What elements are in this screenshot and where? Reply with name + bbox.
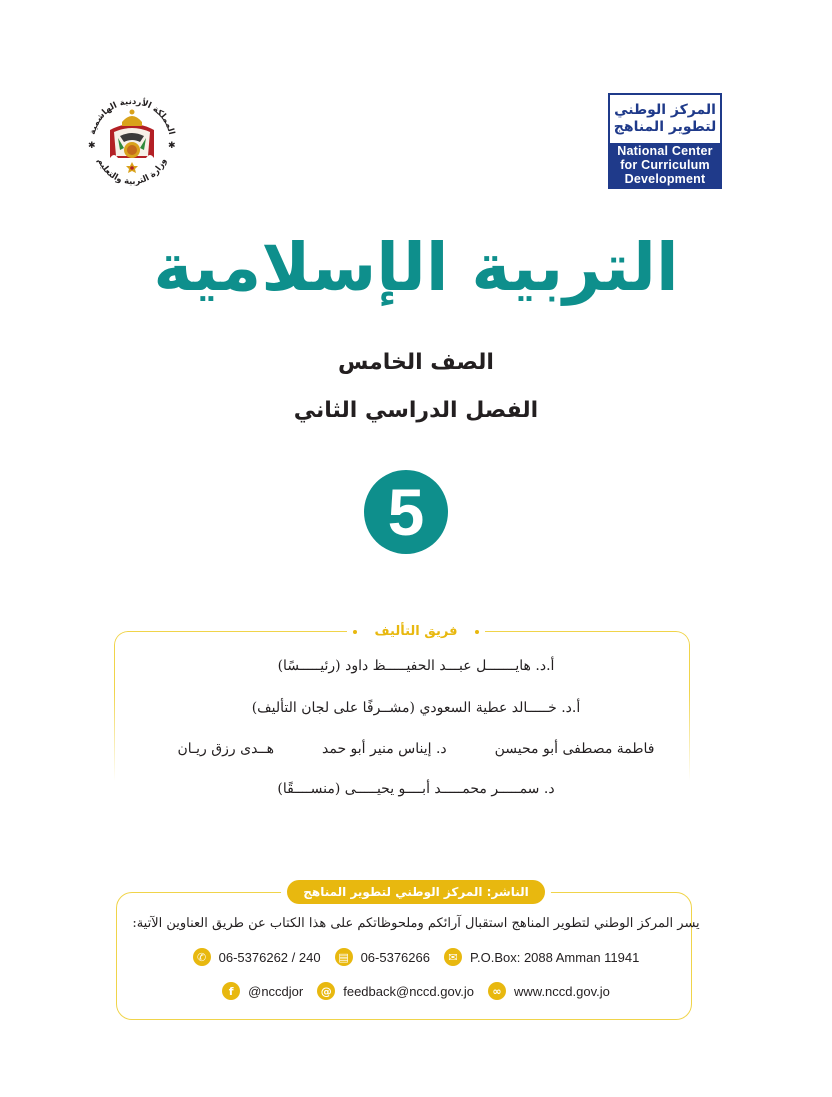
fax-icon: ▤ bbox=[335, 948, 353, 966]
nccd-logo-arabic bbox=[610, 95, 720, 143]
nccd-logo-english-line3: Development bbox=[624, 172, 706, 186]
contact-email[interactable] bbox=[317, 982, 474, 1000]
grade-number-badge: 5 bbox=[364, 470, 448, 554]
authors-heading-wrap bbox=[0, 622, 832, 642]
fax-number[interactable]: 06-5376266 bbox=[360, 949, 430, 965]
publisher-label: الناشر: المركز الوطني لتطوير المناهج bbox=[287, 880, 544, 904]
authors-heading bbox=[347, 622, 486, 642]
book-title: التربية الإسلامية bbox=[153, 229, 679, 306]
bullet-dot-icon bbox=[353, 630, 357, 634]
mail-icon: ✉ bbox=[444, 948, 462, 966]
website-link[interactable]: www.nccd.gov.jo bbox=[514, 983, 610, 999]
postal-address: P.O.Box: 2088 Amman 11941 bbox=[469, 949, 640, 965]
svg-text:✱: ✱ bbox=[168, 141, 176, 151]
semester-label: الفصل الدراسي الثاني bbox=[293, 398, 539, 423]
contact-row-2 bbox=[0, 982, 832, 1000]
publisher-pill-wrap bbox=[0, 880, 832, 904]
nccd-logo-english bbox=[610, 143, 720, 187]
contact-row-1 bbox=[0, 948, 832, 966]
nccd-logo-english-line2: for Curriculum bbox=[620, 158, 710, 172]
at-icon: @ bbox=[317, 982, 335, 1000]
facebook-icon: f bbox=[222, 982, 240, 1000]
facebook-handle[interactable]: @nccdjor bbox=[248, 983, 304, 999]
phone-number[interactable]: 06-5376262 / 240 bbox=[218, 949, 321, 965]
nccd-logo-english-line1: National Center bbox=[617, 144, 713, 158]
author-supervisor: أ.د. خـــــالد عطية السعودي (مشــرفًا على لجان التأليف) bbox=[251, 700, 581, 716]
svg-text:وزارة التربية والتعليم: وزارة التربية والتعليم bbox=[95, 156, 169, 188]
phone-icon: ✆ bbox=[193, 948, 211, 966]
bullet-dot-icon bbox=[475, 630, 479, 634]
ministry-emblem bbox=[80, 92, 184, 192]
contact-mail bbox=[444, 948, 639, 966]
publisher-intro: يسر المركز الوطني لتطوير المناهج استقبال آرائكم وملحوظاتكم على هذا الكتاب عن طريق العناوين الآتية: bbox=[132, 916, 700, 931]
authors-heading-text: فريق التأليف bbox=[374, 624, 458, 639]
author-coordinator: د. سمـــــر محمـــــد أبــــو يحيـــــى (منســــقًا) bbox=[277, 781, 555, 797]
author-chair: أ.د. هايـــــــل عبـــد الحفيـــــظ داود (رئيـــــسًا) bbox=[277, 658, 555, 674]
grade-label: الصف الخامس bbox=[338, 350, 494, 375]
svg-text:المملكة الأردنية الهاشمية: المملكة الأردنية الهاشمية bbox=[87, 96, 177, 136]
contact-phone[interactable] bbox=[193, 948, 321, 966]
nccd-logo-arabic-line1: المركز الوطني bbox=[614, 102, 716, 118]
nccd-logo bbox=[608, 93, 722, 189]
email-link[interactable]: feedback@nccd.gov.jo bbox=[343, 983, 474, 999]
author-member: د. إيناس منير أبو حمد bbox=[322, 741, 447, 757]
contact-fax[interactable] bbox=[335, 948, 430, 966]
author-member: هــدى رزق ريـان bbox=[177, 741, 274, 757]
nccd-logo-arabic-line2: لتطوير المناهج bbox=[613, 119, 717, 135]
contact-website[interactable] bbox=[488, 982, 610, 1000]
jordan-coat-of-arms-icon bbox=[80, 92, 184, 192]
svg-text:✱: ✱ bbox=[88, 141, 96, 151]
contact-facebook[interactable] bbox=[222, 982, 303, 1000]
link-icon: ∞ bbox=[488, 982, 506, 1000]
author-members-row bbox=[0, 741, 832, 757]
author-member: فاطمة مصطفى أبو محيسن bbox=[494, 741, 655, 757]
